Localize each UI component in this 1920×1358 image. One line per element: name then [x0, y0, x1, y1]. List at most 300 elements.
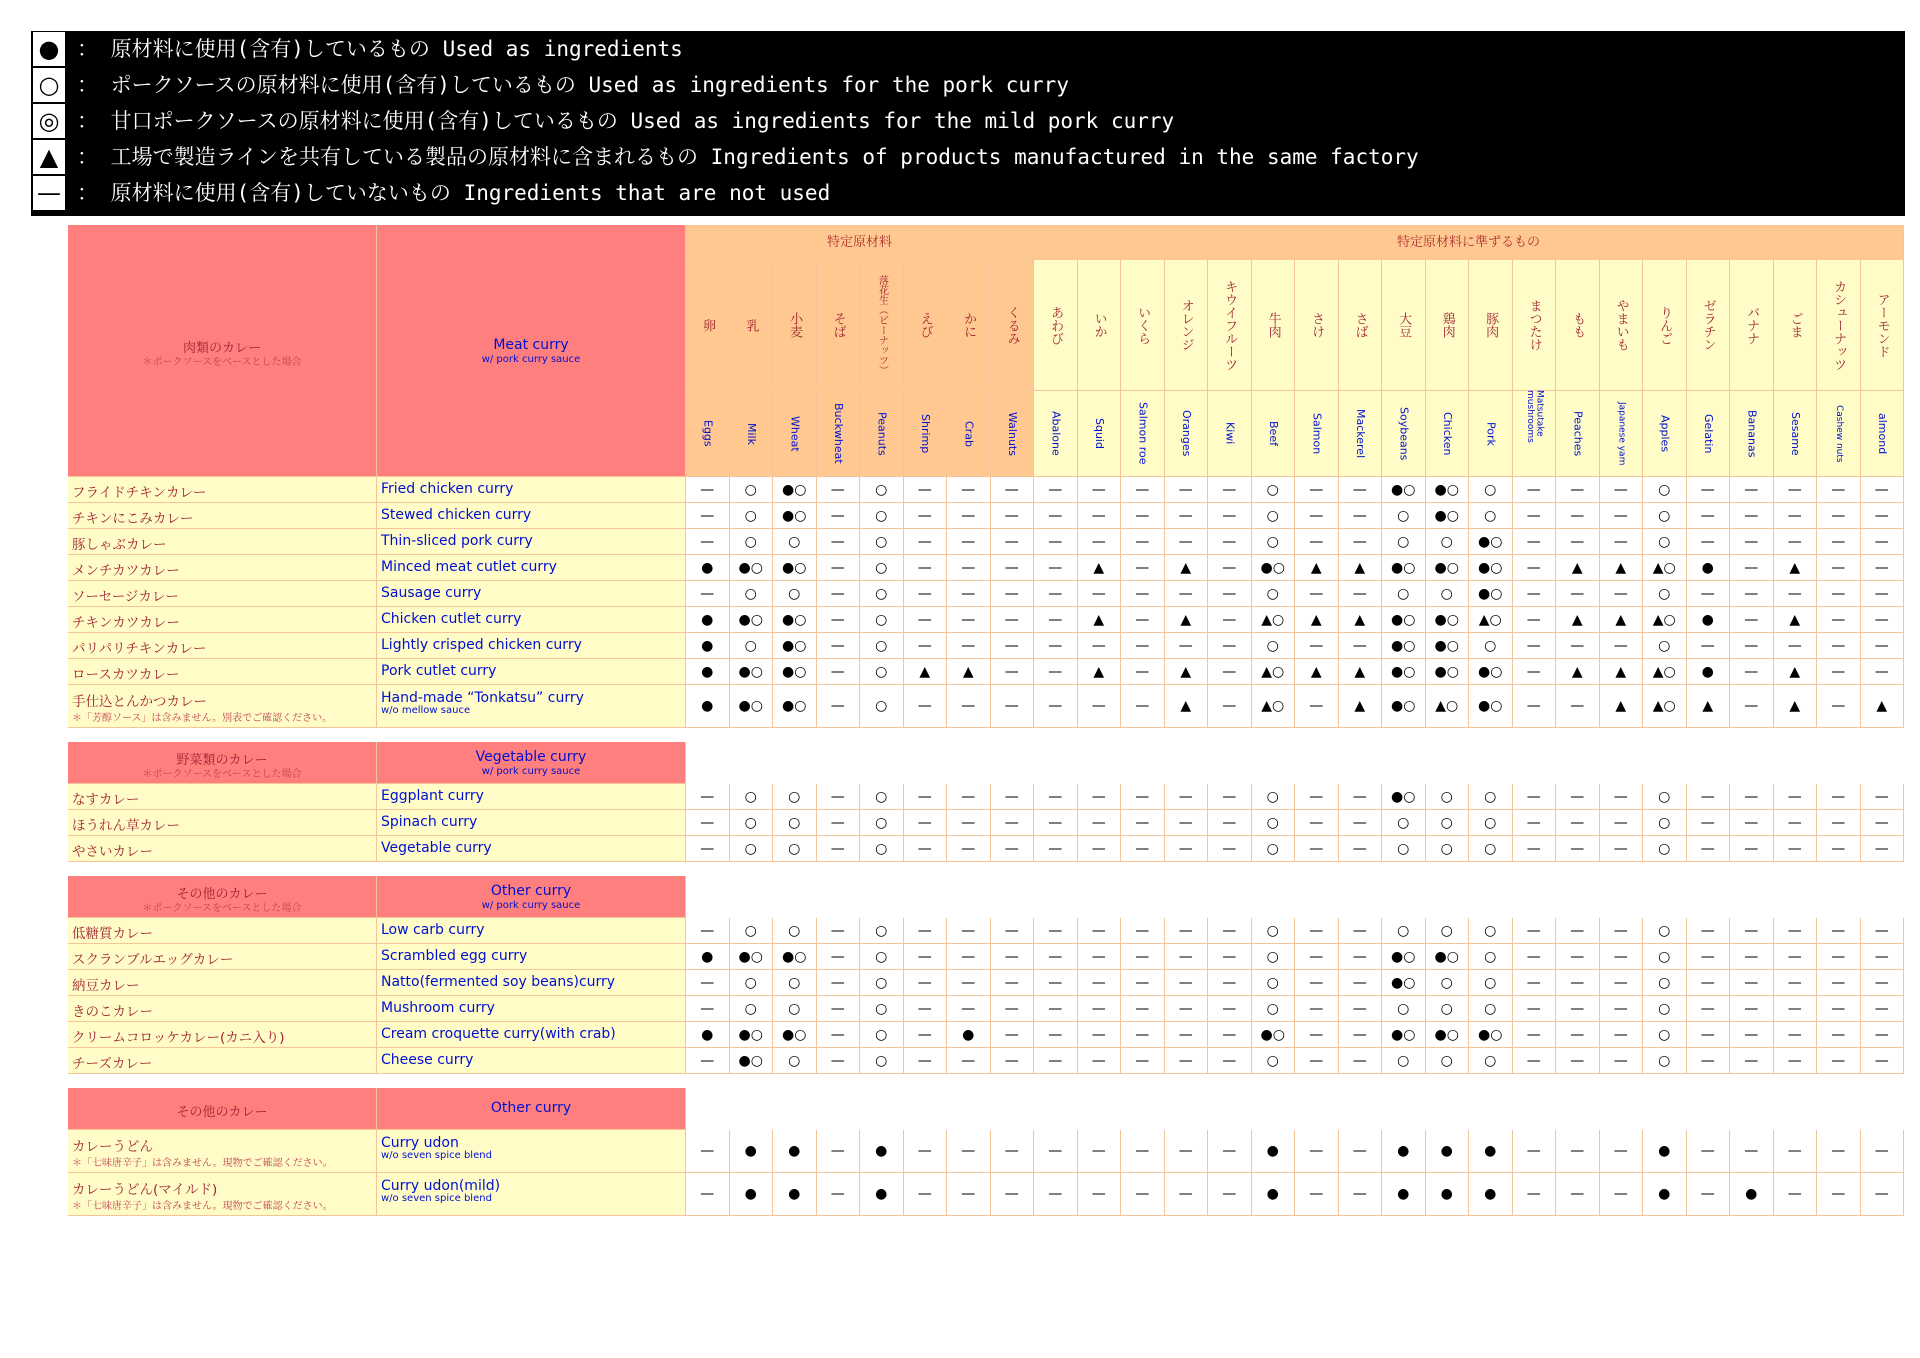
- legend-row: [31, 31, 1905, 67]
- allergen-mark: ●○: [1426, 1022, 1470, 1048]
- allergen-name-en: Apples: [1658, 414, 1672, 453]
- allergen-mark: —: [1556, 685, 1600, 728]
- allergen-mark: ▲: [1295, 555, 1339, 581]
- allergen-jp-box: [1295, 260, 1338, 391]
- allergen-mark: —: [1208, 918, 1252, 944]
- section-header-jp: [68, 876, 377, 918]
- allergen-mark: ▲: [1774, 555, 1818, 581]
- allergen-name-jp: もも: [1570, 312, 1586, 338]
- allergen-mark: —: [1730, 529, 1774, 555]
- allergen-mark: —: [1600, 1130, 1644, 1173]
- allergen-mark: —: [1339, 1173, 1383, 1216]
- allergen-mark: —: [1556, 970, 1600, 996]
- allergen-mark: —: [947, 685, 991, 728]
- allergen-mark: ○: [1382, 581, 1426, 607]
- allergen-mark: —: [947, 944, 991, 970]
- allergen-mark: —: [1774, 1048, 1818, 1074]
- allergen-mark: ▲: [1295, 659, 1339, 685]
- allergen-mark: —: [1600, 581, 1644, 607]
- allergen-mark: —: [1034, 1130, 1078, 1173]
- allergen-header: [686, 260, 730, 477]
- allergen-mark: ▲○: [1643, 685, 1687, 728]
- allergen-mark: —: [991, 633, 1035, 659]
- allergen-mark: ●: [686, 633, 730, 659]
- allergen-mark: ●○: [773, 944, 817, 970]
- allergen-mark: —: [1121, 633, 1165, 659]
- allergen-mark: —: [1774, 918, 1818, 944]
- allergen-header: [860, 260, 904, 477]
- menu-name-jp: [68, 810, 377, 836]
- allergen-en-box: [1121, 390, 1164, 477]
- allergen-mark: ○: [1382, 529, 1426, 555]
- allergen-mark: ○: [1252, 529, 1296, 555]
- allergen-mark: ▲: [1556, 659, 1600, 685]
- menu-name-en: [377, 810, 686, 836]
- allergen-mark: ●: [1643, 1130, 1687, 1173]
- allergen-mark: —: [1556, 944, 1600, 970]
- allergen-en-box: [1469, 390, 1512, 477]
- allergen-name-jp: そば: [830, 312, 846, 338]
- allergen-mark: —: [1600, 944, 1644, 970]
- section-note-en: w/ pork curry sauce: [481, 900, 581, 911]
- allergen-mark: —: [947, 503, 991, 529]
- allergen-mark: ●: [1687, 555, 1731, 581]
- menu-jp-text: フライドチキンカレー: [72, 485, 207, 501]
- allergen-mark: —: [686, 784, 730, 810]
- legend-row: [31, 103, 1905, 139]
- legend-box: [31, 31, 1905, 216]
- allergen-mark: ▲: [1165, 555, 1209, 581]
- allergen-mark: —: [947, 970, 991, 996]
- allergen-mark: —: [686, 503, 730, 529]
- allergen-mark: —: [817, 555, 861, 581]
- allergen-mark: ○: [773, 581, 817, 607]
- allergen-mark: ○: [1643, 918, 1687, 944]
- legend-symbol: —: [33, 176, 65, 210]
- allergen-en-box: [1513, 390, 1556, 477]
- allergen-mark: —: [1687, 503, 1731, 529]
- allergen-mark: —: [1687, 944, 1731, 970]
- allergen-mark: —: [1513, 996, 1557, 1022]
- allergen-mark: —: [1861, 659, 1905, 685]
- allergen-mark: ○: [1643, 1048, 1687, 1074]
- allergen-mark: ●○: [730, 659, 774, 685]
- allergen-mark: —: [947, 1173, 991, 1216]
- allergen-mark: —: [1208, 1130, 1252, 1173]
- allergen-mark: —: [1513, 1048, 1557, 1074]
- menu-jp-text: 手仕込とんかつカレー: [72, 694, 207, 710]
- allergen-mark: —: [1078, 581, 1122, 607]
- allergen-mark: ○: [1382, 996, 1426, 1022]
- allergen-jp-box: [686, 260, 729, 391]
- allergen-jp-box: [904, 260, 947, 391]
- allergen-mark: —: [904, 1173, 948, 1216]
- allergen-header: [1687, 260, 1731, 477]
- allergen-mark: —: [1861, 555, 1905, 581]
- allergen-mark: ○: [860, 944, 904, 970]
- menu-name-en: [377, 555, 686, 581]
- allergen-mark: —: [1730, 1048, 1774, 1074]
- menu-jp-text: なすカレー: [72, 792, 140, 808]
- allergen-mark: ○: [773, 996, 817, 1022]
- allergen-mark: ●○: [1426, 633, 1470, 659]
- allergen-mark: ○: [1469, 944, 1513, 970]
- allergen-mark: —: [1730, 503, 1774, 529]
- allergen-header: [1556, 260, 1600, 477]
- allergen-mark: ●○: [773, 555, 817, 581]
- allergen-mark: —: [1730, 477, 1774, 503]
- allergen-mark: ●○: [1426, 659, 1470, 685]
- allergen-mark: ○: [1426, 810, 1470, 836]
- allergen-mark: ●: [947, 1022, 991, 1048]
- allergen-mark: ●○: [1252, 555, 1296, 581]
- allergen-mark: —: [686, 970, 730, 996]
- allergen-mark: ●○: [1382, 633, 1426, 659]
- allergen-mark: —: [1817, 555, 1861, 581]
- allergen-en-box: [1165, 390, 1208, 477]
- allergen-mark: ○: [1252, 944, 1296, 970]
- allergen-mark: —: [817, 970, 861, 996]
- menu-name-jp: [68, 633, 377, 659]
- allergen-header: [1774, 260, 1818, 477]
- allergen-mark: ○: [1382, 836, 1426, 862]
- allergen-mark: ○: [1469, 836, 1513, 862]
- allergen-mark: —: [1513, 555, 1557, 581]
- allergen-mark: —: [1817, 810, 1861, 836]
- section-title-en: Vegetable curry: [475, 749, 587, 765]
- allergen-mark: —: [1339, 836, 1383, 862]
- allergen-mark: —: [1165, 503, 1209, 529]
- allergen-mark: ●○: [1426, 607, 1470, 633]
- allergen-mark: —: [1687, 918, 1731, 944]
- allergen-mark: —: [1730, 944, 1774, 970]
- allergen-mark: —: [1730, 918, 1774, 944]
- allergen-name-jp: くるみ: [1004, 305, 1020, 345]
- legend-symbol: ○: [33, 68, 65, 102]
- allergen-name-en: Soybeans: [1397, 406, 1411, 461]
- allergen-mark: ○: [1252, 633, 1296, 659]
- allergen-mark: —: [1339, 581, 1383, 607]
- allergen-name-en: Matsutake mushrooms: [1524, 390, 1545, 443]
- allergen-name-en: Milk: [744, 422, 758, 445]
- menu-name-en: [377, 944, 686, 970]
- allergen-mark: —: [1165, 529, 1209, 555]
- allergen-mark: ○: [773, 1048, 817, 1074]
- allergen-mark: —: [1295, 529, 1339, 555]
- allergen-en-box: [1426, 390, 1469, 477]
- allergen-mark: ○: [1469, 996, 1513, 1022]
- allergen-header: [904, 260, 948, 477]
- allergen-mark: —: [1295, 970, 1339, 996]
- allergen-mark: —: [817, 659, 861, 685]
- allergen-jp-box: [1643, 260, 1686, 391]
- allergen-mark: —: [904, 996, 948, 1022]
- allergen-mark: ▲: [1774, 607, 1818, 633]
- allergen-name-jp: やまいも: [1613, 299, 1629, 351]
- section-title-jp: 肉類のカレー: [182, 341, 261, 356]
- allergen-mark: ○: [1469, 1048, 1513, 1074]
- allergen-mark: ●○: [1382, 477, 1426, 503]
- allergen-mark: —: [1208, 659, 1252, 685]
- allergen-mark: —: [904, 1022, 948, 1048]
- allergen-mark: —: [686, 1048, 730, 1074]
- allergen-mark: —: [1774, 477, 1818, 503]
- allergen-mark: —: [1861, 1048, 1905, 1074]
- allergen-mark: —: [904, 633, 948, 659]
- menu-name-en: [377, 1173, 686, 1216]
- allergen-mark: —: [1600, 784, 1644, 810]
- section-header-jp: [68, 742, 377, 784]
- allergen-mark: —: [1121, 1130, 1165, 1173]
- allergen-mark: —: [947, 1048, 991, 1074]
- allergen-mark: —: [817, 996, 861, 1022]
- allergen-mark: —: [1687, 1022, 1731, 1048]
- allergen-jp-box: [1121, 260, 1164, 391]
- allergen-mark: ○: [730, 529, 774, 555]
- menu-en-text: Thin-sliced pork curry: [381, 533, 533, 549]
- allergen-mark: —: [1295, 836, 1339, 862]
- allergen-mark: —: [1121, 836, 1165, 862]
- allergen-en-box: [1774, 390, 1817, 477]
- allergen-mark: —: [1600, 633, 1644, 659]
- allergen-mark: ○: [773, 784, 817, 810]
- legend-text: ： 原材料に使用(含有)していないもの Ingredients that are not used: [77, 181, 831, 205]
- allergen-mark: —: [1556, 633, 1600, 659]
- allergen-mark: —: [817, 1022, 861, 1048]
- allergen-jp-box: [1078, 260, 1121, 391]
- allergen-mark: ○: [1426, 529, 1470, 555]
- allergen-mark: —: [1121, 529, 1165, 555]
- allergen-mark: ▲: [904, 659, 948, 685]
- menu-name-jp: [68, 1048, 377, 1074]
- menu-name-jp: [68, 1022, 377, 1048]
- allergen-name-en: Squid: [1092, 418, 1106, 449]
- allergen-mark: —: [1513, 1130, 1557, 1173]
- allergen-header: [1252, 260, 1296, 477]
- legend-text: ： 工場で製造ラインを共有している製品の原材料に含まれるもの Ingredients of products manufactured in the same factory: [77, 145, 1419, 169]
- allergen-mark: ●: [686, 607, 730, 633]
- allergen-mark: —: [1208, 1048, 1252, 1074]
- allergen-name-jp: アーモンド: [1874, 292, 1890, 358]
- allergen-mark: —: [1513, 685, 1557, 728]
- allergen-mark: —: [1730, 633, 1774, 659]
- allergen-mark: —: [1861, 944, 1905, 970]
- allergen-mark: ○: [1252, 784, 1296, 810]
- allergen-mark: —: [1730, 555, 1774, 581]
- allergen-mark: ○: [1469, 784, 1513, 810]
- allergen-mark: ○: [1426, 784, 1470, 810]
- allergen-name-en: Peaches: [1571, 410, 1585, 457]
- menu-jp-text: チキンにこみカレー: [72, 511, 194, 527]
- allergen-mark: —: [1513, 581, 1557, 607]
- allergen-jp-box: [860, 260, 903, 391]
- allergen-mark: —: [904, 944, 948, 970]
- allergen-mark: —: [991, 810, 1035, 836]
- allergen-mark: —: [1556, 918, 1600, 944]
- allergen-mark: —: [1165, 970, 1209, 996]
- allergen-name-en: Oranges: [1179, 410, 1193, 457]
- allergen-mark: —: [991, 685, 1035, 728]
- allergen-mark: ▲: [1600, 685, 1644, 728]
- allergen-mark: —: [1513, 836, 1557, 862]
- allergen-mark: —: [1817, 996, 1861, 1022]
- allergen-mark: —: [1034, 784, 1078, 810]
- allergen-mark: ●: [686, 944, 730, 970]
- allergen-mark: —: [1121, 555, 1165, 581]
- allergen-mark: —: [1817, 944, 1861, 970]
- allergen-mark: ▲: [1078, 607, 1122, 633]
- menu-name-en: [377, 836, 686, 862]
- allergen-mark: ○: [1252, 996, 1296, 1022]
- allergen-name-en: Cashew nuts: [1834, 404, 1845, 463]
- allergen-jp-box: [773, 260, 816, 391]
- allergen-mark: —: [1121, 659, 1165, 685]
- menu-jp-text: やさいカレー: [72, 844, 153, 860]
- allergen-en-box: [1687, 390, 1730, 477]
- allergen-name-en: Pork: [1484, 421, 1498, 446]
- allergen-mark: ▲: [1165, 607, 1209, 633]
- allergen-mark: —: [1774, 1022, 1818, 1048]
- allergen-mark: —: [1861, 529, 1905, 555]
- allergen-name-jp: かに: [961, 312, 977, 338]
- allergen-mark: —: [817, 918, 861, 944]
- allergen-header: [1208, 260, 1252, 477]
- allergen-mark: —: [1861, 996, 1905, 1022]
- allergen-mark: ▲○: [1469, 607, 1513, 633]
- allergen-mark: —: [817, 685, 861, 728]
- allergen-mark: —: [991, 477, 1035, 503]
- allergen-mark: ●: [773, 1173, 817, 1216]
- allergen-mark: —: [1339, 503, 1383, 529]
- allergen-mark: —: [1208, 810, 1252, 836]
- allergen-mark: —: [1295, 1173, 1339, 1216]
- allergen-mark: —: [1034, 918, 1078, 944]
- allergen-mark: —: [817, 503, 861, 529]
- allergen-mark: ▲: [1339, 607, 1383, 633]
- menu-en-text: Chicken cutlet curry: [381, 611, 522, 627]
- allergen-mark: —: [1078, 1173, 1122, 1216]
- allergen-mark: —: [1121, 918, 1165, 944]
- menu-en-text: Hand-made “Tonkatsu” curry: [381, 690, 584, 706]
- allergen-mark: —: [1730, 1130, 1774, 1173]
- allergen-mark: —: [1513, 1173, 1557, 1216]
- allergen-mark: ○: [860, 555, 904, 581]
- menu-jp-text: クリームコロッケカレー(カニ入り): [72, 1030, 285, 1046]
- allergen-mark: —: [991, 1022, 1035, 1048]
- allergen-mark: ○: [1426, 996, 1470, 1022]
- allergen-mark: ●○: [1469, 555, 1513, 581]
- allergen-mark: ○: [1469, 633, 1513, 659]
- allergen-mark: —: [1165, 836, 1209, 862]
- allergen-mark: ○: [860, 659, 904, 685]
- allergen-mark: ▲: [947, 659, 991, 685]
- allergen-jp-box: [817, 260, 860, 391]
- allergen-mark: —: [817, 1048, 861, 1074]
- section-title-en: Other curry: [490, 1100, 572, 1116]
- allergen-header: [1078, 260, 1122, 477]
- allergen-mark: ○: [860, 918, 904, 944]
- allergen-en-box: [1295, 390, 1338, 477]
- allergen-mark: —: [1339, 633, 1383, 659]
- allergen-mark: —: [1817, 836, 1861, 862]
- allergen-mark: ○: [860, 1022, 904, 1048]
- allergen-mark: ●○: [1469, 529, 1513, 555]
- menu-name-jp: [68, 529, 377, 555]
- allergen-mark: —: [947, 836, 991, 862]
- allergen-mark: —: [686, 1130, 730, 1173]
- allergen-mark: ▲: [1165, 685, 1209, 728]
- allergen-mark: —: [817, 477, 861, 503]
- menu-en-text: Curry udon(mild): [381, 1178, 501, 1194]
- allergen-mark: ▲: [1556, 607, 1600, 633]
- allergen-mark: —: [1774, 633, 1818, 659]
- allergen-mark: ○: [730, 581, 774, 607]
- allergen-header: [1295, 260, 1339, 477]
- allergen-name-jp: 豚肉: [1483, 312, 1499, 338]
- allergen-mark: ●○: [1426, 477, 1470, 503]
- allergen-mark: ○: [1643, 1022, 1687, 1048]
- allergen-mark: ●○: [1426, 503, 1470, 529]
- allergen-mark: —: [1556, 1130, 1600, 1173]
- allergen-mark: —: [1556, 1173, 1600, 1216]
- allergen-mark: —: [947, 607, 991, 633]
- allergen-mark: —: [1034, 581, 1078, 607]
- allergen-mark: ○: [1382, 810, 1426, 836]
- allergen-mark: ●○: [1469, 581, 1513, 607]
- allergen-mark: —: [1208, 581, 1252, 607]
- allergen-jp-box: [1252, 260, 1295, 391]
- allergen-mark: —: [1687, 529, 1731, 555]
- allergen-mark: —: [1121, 810, 1165, 836]
- allergen-header: [991, 260, 1035, 477]
- allergen-mark: —: [1165, 1022, 1209, 1048]
- allergen-mark: —: [991, 1048, 1035, 1074]
- menu-jp-text: 豚しゃぶカレー: [72, 537, 167, 553]
- section-header-en: [377, 876, 686, 918]
- allergen-name-en: Salmon roe: [1136, 402, 1150, 465]
- allergen-mark: —: [1556, 529, 1600, 555]
- allergen-mark: —: [817, 836, 861, 862]
- menu-en-note: w/o seven spice blend: [381, 1193, 492, 1204]
- allergen-mark: —: [1556, 784, 1600, 810]
- allergen-mark: —: [1774, 1173, 1818, 1216]
- allergen-mark: —: [1078, 996, 1122, 1022]
- allergen-mark: —: [1295, 503, 1339, 529]
- menu-en-text: Natto(fermented soy beans)curry: [381, 974, 616, 990]
- allergen-mark: —: [817, 529, 861, 555]
- allergen-mark: —: [1121, 1022, 1165, 1048]
- allergen-mark: ▲: [1078, 555, 1122, 581]
- menu-jp-text: 納豆カレー: [72, 978, 140, 994]
- allergen-en-box: [1208, 390, 1251, 477]
- menu-jp-text: チーズカレー: [72, 1056, 153, 1072]
- menu-en-text: Lightly crisped chicken curry: [381, 637, 582, 653]
- section-header-jp: [68, 1088, 377, 1130]
- allergen-mark: —: [991, 918, 1035, 944]
- allergen-mark: —: [904, 784, 948, 810]
- menu-en-text: Scrambled egg curry: [381, 948, 528, 964]
- allergen-mark: —: [817, 1173, 861, 1216]
- allergen-mark: —: [1861, 970, 1905, 996]
- allergen-mark: —: [1208, 607, 1252, 633]
- legend-symbol: ●: [33, 32, 65, 66]
- allergen-mark: ○: [730, 503, 774, 529]
- allergen-mark: ○: [860, 836, 904, 862]
- allergen-mark: —: [991, 1173, 1035, 1216]
- allergen-mark: ○: [730, 784, 774, 810]
- allergen-mark: —: [1730, 996, 1774, 1022]
- allergen-mark: —: [1295, 633, 1339, 659]
